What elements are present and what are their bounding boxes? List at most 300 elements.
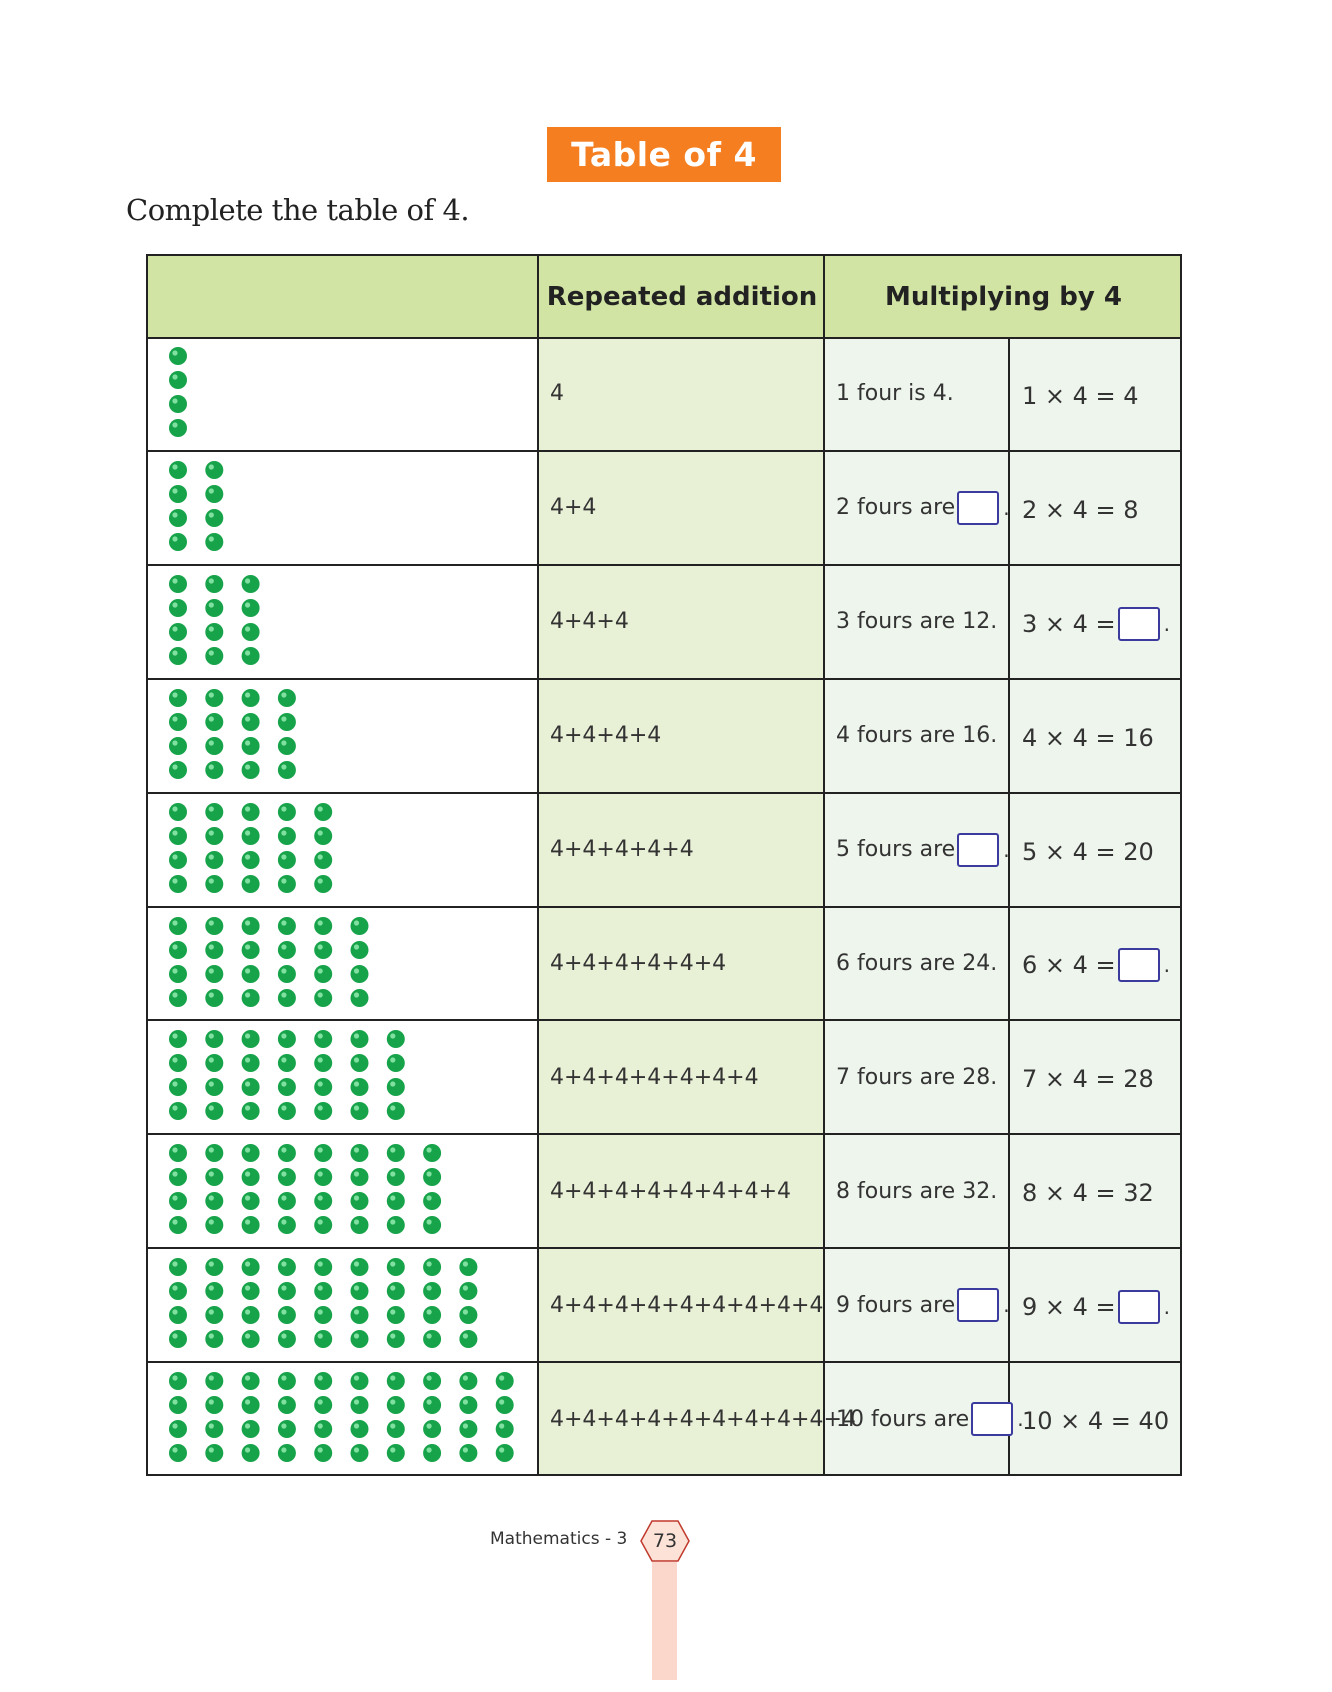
- counter-dot: [459, 1282, 477, 1300]
- period: .: [1163, 953, 1171, 978]
- counter-dot-highlight: [209, 1034, 214, 1039]
- counter-dot-highlight: [318, 920, 323, 925]
- counter-dot: [351, 965, 369, 983]
- counter-dot-highlight: [354, 1399, 359, 1404]
- counter-dots-group: [148, 451, 537, 565]
- counter-dot: [242, 1144, 260, 1162]
- counter-dot: [169, 509, 187, 527]
- counter-dot: [169, 623, 187, 641]
- counter-dot: [242, 623, 260, 641]
- counter-dot: [314, 1102, 332, 1120]
- counter-dots-group: [148, 1134, 537, 1248]
- counter-dot: [242, 1282, 260, 1300]
- counter-dot-highlight: [354, 1196, 359, 1201]
- counter-dot: [278, 941, 296, 959]
- counter-dot: [242, 917, 260, 935]
- counter-dot: [351, 1258, 369, 1276]
- fours-statement-cell: [836, 451, 1010, 565]
- counter-dot-highlight: [427, 1399, 432, 1404]
- counter-dot-highlight: [209, 1148, 214, 1153]
- counter-dot: [242, 827, 260, 845]
- counter-dot: [278, 1054, 296, 1072]
- counter-dot-highlight: [354, 944, 359, 949]
- multiplication-equation-cell: [1022, 1250, 1170, 1364]
- counter-dot: [387, 1258, 405, 1276]
- counter-dot: [351, 1168, 369, 1186]
- counter-dot-highlight: [390, 1082, 395, 1087]
- counter-dot: [205, 599, 223, 617]
- counter-dot: [169, 347, 187, 365]
- counter-dot-highlight: [172, 740, 177, 745]
- counter-dot: [496, 1420, 514, 1438]
- counter-dot-highlight: [172, 968, 177, 973]
- counter-dot-highlight: [209, 512, 214, 517]
- counter-dot: [205, 827, 223, 845]
- counter-dot: [169, 575, 187, 593]
- counter-dot-highlight: [390, 1058, 395, 1063]
- counter-dot: [314, 1396, 332, 1414]
- counter-dot-highlight: [318, 854, 323, 859]
- counter-dot: [242, 1078, 260, 1096]
- counter-dot: [351, 1306, 369, 1324]
- counter-dot: [205, 1444, 223, 1462]
- repeated-addition-cell: 4+4+4+4+4+4+4+4+4+4: [550, 1406, 856, 1432]
- counter-dot: [387, 1102, 405, 1120]
- counter-dot: [205, 1102, 223, 1120]
- counter-dot: [459, 1420, 477, 1438]
- counter-dot-highlight: [245, 1447, 250, 1452]
- counter-dots-group: [148, 1248, 537, 1362]
- counter-dot: [169, 941, 187, 959]
- counter-dot: [314, 917, 332, 935]
- counter-dot-highlight: [245, 1334, 250, 1339]
- counter-dot-highlight: [281, 716, 286, 721]
- counter-dot: [314, 1444, 332, 1462]
- counter-dot-highlight: [172, 398, 177, 403]
- counter-dot-highlight: [354, 1334, 359, 1339]
- counter-dot-highlight: [354, 968, 359, 973]
- counter-dot: [169, 461, 187, 479]
- counter-dot: [314, 1216, 332, 1234]
- counter-dot-highlight: [245, 854, 250, 859]
- counter-dot: [314, 1282, 332, 1300]
- counter-dot-highlight: [209, 1196, 214, 1201]
- counter-dot: [351, 941, 369, 959]
- counter-dot: [169, 485, 187, 503]
- counter-dot: [242, 1444, 260, 1462]
- counter-dot-highlight: [209, 1058, 214, 1063]
- counter-dot-highlight: [209, 992, 214, 997]
- counter-dot-highlight: [172, 488, 177, 493]
- counter-dot: [205, 689, 223, 707]
- counter-dot-highlight: [318, 1172, 323, 1177]
- counter-dot: [278, 1306, 296, 1324]
- counter-dot-highlight: [318, 806, 323, 811]
- period: .: [1163, 611, 1171, 636]
- counter-dot-highlight: [172, 602, 177, 607]
- counter-dot-highlight: [172, 1310, 177, 1315]
- counter-dot: [351, 1216, 369, 1234]
- counter-dot: [205, 1372, 223, 1390]
- counter-dot-highlight: [209, 578, 214, 583]
- counter-dot-highlight: [172, 1220, 177, 1225]
- counter-dot: [278, 1282, 296, 1300]
- counter-dot-highlight: [354, 1310, 359, 1315]
- counter-dot: [242, 761, 260, 779]
- counter-dot: [387, 1144, 405, 1162]
- counter-dot-highlight: [281, 806, 286, 811]
- counter-dot: [242, 1054, 260, 1072]
- counter-dot: [423, 1306, 441, 1324]
- counter-dot-highlight: [390, 1220, 395, 1225]
- counter-dot: [169, 989, 187, 1007]
- counter-dot: [169, 1054, 187, 1072]
- counter-dot-highlight: [172, 854, 177, 859]
- counter-dot: [242, 1168, 260, 1186]
- counter-dot-highlight: [172, 716, 177, 721]
- fours-statement-cell: [836, 1248, 1010, 1362]
- counter-dot: [278, 803, 296, 821]
- counter-dot-highlight: [318, 1286, 323, 1291]
- counter-dot-highlight: [172, 536, 177, 541]
- counter-dot: [205, 647, 223, 665]
- counter-dot: [205, 941, 223, 959]
- counter-dot: [278, 1330, 296, 1348]
- counter-dot-highlight: [172, 350, 177, 355]
- counter-dot-highlight: [281, 1058, 286, 1063]
- counter-dot-highlight: [281, 1172, 286, 1177]
- counter-dot: [169, 761, 187, 779]
- counter-dot: [205, 1168, 223, 1186]
- counter-dot-highlight: [390, 1399, 395, 1404]
- counter-dot-highlight: [463, 1375, 468, 1380]
- counter-dot: [314, 1258, 332, 1276]
- counter-dot: [278, 827, 296, 845]
- counter-dot: [205, 1330, 223, 1348]
- equation-text: 3 × 4 =: [1022, 609, 1116, 638]
- counter-dot: [205, 1030, 223, 1048]
- counter-dot: [314, 1306, 332, 1324]
- counter-dot: [205, 917, 223, 935]
- counter-dot-highlight: [427, 1334, 432, 1339]
- page-title: Table of 4: [547, 127, 781, 182]
- counter-dot: [387, 1420, 405, 1438]
- counter-dot-highlight: [427, 1423, 432, 1428]
- counter-dot: [387, 1282, 405, 1300]
- counter-dot: [169, 1192, 187, 1210]
- counter-dot-highlight: [354, 1172, 359, 1177]
- counter-dot: [205, 533, 223, 551]
- counter-dot: [242, 1306, 260, 1324]
- fours-statement-text: 5 fours are: [836, 837, 956, 863]
- counter-dot-highlight: [427, 1148, 432, 1153]
- counter-dot-highlight: [463, 1310, 468, 1315]
- counter-dot: [423, 1144, 441, 1162]
- counter-dot: [278, 1372, 296, 1390]
- counter-dot: [314, 1420, 332, 1438]
- answer-box[interactable]: [971, 1402, 1013, 1436]
- counter-dot: [314, 1372, 332, 1390]
- counter-dot: [387, 1192, 405, 1210]
- fours-statement-text: 9 fours are: [836, 1292, 956, 1318]
- counter-dot-highlight: [209, 854, 214, 859]
- counter-dot-highlight: [318, 1262, 323, 1267]
- counter-dot: [169, 1444, 187, 1462]
- counter-dot-highlight: [281, 740, 286, 745]
- counter-dot: [242, 803, 260, 821]
- counter-dot-highlight: [281, 1148, 286, 1153]
- counter-dot: [423, 1192, 441, 1210]
- counter-dot: [351, 1102, 369, 1120]
- counter-dot: [278, 1144, 296, 1162]
- counter-dot: [169, 1282, 187, 1300]
- counter-dot-highlight: [318, 968, 323, 973]
- counter-dot-highlight: [318, 992, 323, 997]
- repeated-addition-cell: 4+4+4+4+4+4: [550, 950, 727, 976]
- counter-dot: [351, 989, 369, 1007]
- counter-dot-highlight: [172, 1447, 177, 1452]
- counter-dot: [496, 1444, 514, 1462]
- counter-dot: [459, 1258, 477, 1276]
- counter-dot: [242, 941, 260, 959]
- counter-dot-highlight: [245, 830, 250, 835]
- counter-dot: [169, 1168, 187, 1186]
- counter-dot: [278, 851, 296, 869]
- counter-dot-highlight: [427, 1220, 432, 1225]
- counter-dot: [205, 1216, 223, 1234]
- counter-dot: [242, 1192, 260, 1210]
- counter-dot-highlight: [172, 1034, 177, 1039]
- counter-dot: [387, 1054, 405, 1072]
- counter-dot-highlight: [390, 1034, 395, 1039]
- counter-dot: [387, 1396, 405, 1414]
- counter-dot: [351, 1420, 369, 1438]
- counter-dot-highlight: [463, 1447, 468, 1452]
- counter-dot: [351, 1192, 369, 1210]
- counter-dot-highlight: [427, 1196, 432, 1201]
- counter-dot: [496, 1396, 514, 1414]
- counter-dot-highlight: [209, 488, 214, 493]
- counter-dot-highlight: [209, 1399, 214, 1404]
- counter-dot-highlight: [209, 920, 214, 925]
- counter-dot: [169, 1330, 187, 1348]
- counter-dot: [169, 1372, 187, 1390]
- counter-dot: [205, 989, 223, 1007]
- counter-dot-highlight: [354, 1058, 359, 1063]
- counter-dot-highlight: [245, 1034, 250, 1039]
- counter-dot-highlight: [209, 830, 214, 835]
- counter-dot-highlight: [390, 1172, 395, 1177]
- answer-box[interactable]: [1118, 1290, 1160, 1324]
- counter-dot-highlight: [209, 602, 214, 607]
- counter-dot-highlight: [318, 1082, 323, 1087]
- counter-dot: [169, 965, 187, 983]
- counter-dot-highlight: [172, 1082, 177, 1087]
- header-repeated-addition: Repeated addition: [546, 281, 818, 312]
- counter-dot-highlight: [499, 1375, 504, 1380]
- counter-dot: [278, 1258, 296, 1276]
- counter-dot: [169, 533, 187, 551]
- counter-dot: [169, 599, 187, 617]
- counter-dot: [169, 713, 187, 731]
- counter-dot-highlight: [209, 1375, 214, 1380]
- counter-dot: [278, 761, 296, 779]
- repeated-addition-cell: 4: [550, 381, 564, 407]
- counter-dot: [278, 875, 296, 893]
- fours-statement-cell: 8 fours are 32.: [836, 1178, 998, 1204]
- counter-dot-highlight: [209, 740, 214, 745]
- counter-dot-highlight: [281, 830, 286, 835]
- fours-statement-cell: 6 fours are 24.: [836, 950, 998, 976]
- counter-dot: [387, 1078, 405, 1096]
- counter-dot: [242, 875, 260, 893]
- page-tab-strip: [652, 1562, 677, 1680]
- counter-dot-highlight: [245, 1172, 250, 1177]
- counter-dot: [242, 575, 260, 593]
- counter-dot: [169, 737, 187, 755]
- counter-dot: [205, 803, 223, 821]
- counter-dot-highlight: [245, 764, 250, 769]
- counter-dot-highlight: [281, 854, 286, 859]
- counter-dot-highlight: [172, 830, 177, 835]
- counter-dots-group: [148, 679, 537, 793]
- counter-dot-highlight: [209, 650, 214, 655]
- period: .: [1003, 495, 1010, 520]
- multiplication-equation-cell: 2 × 4 = 8: [1022, 495, 1139, 524]
- fours-statement-cell: 7 fours are 28.: [836, 1064, 998, 1090]
- counter-dot-highlight: [209, 692, 214, 697]
- counter-dot-highlight: [172, 764, 177, 769]
- counter-dot-highlight: [318, 1220, 323, 1225]
- counter-dot: [314, 989, 332, 1007]
- counter-dot-highlight: [427, 1310, 432, 1315]
- counter-dot-highlight: [318, 1106, 323, 1111]
- counter-dot: [205, 965, 223, 983]
- multiplication-equation-cell: 5 × 4 = 20: [1022, 837, 1154, 866]
- equation-text: 9 × 4 =: [1022, 1293, 1116, 1322]
- counter-dot-highlight: [172, 1334, 177, 1339]
- counter-dot: [205, 851, 223, 869]
- counter-dot: [169, 917, 187, 935]
- counter-dot: [205, 623, 223, 641]
- fours-statement-cell: 3 fours are 12.: [836, 609, 998, 635]
- counter-dot-highlight: [281, 1334, 286, 1339]
- counter-dot: [314, 941, 332, 959]
- counter-dot-highlight: [245, 1262, 250, 1267]
- counter-dot: [496, 1372, 514, 1390]
- counter-dot-highlight: [245, 578, 250, 583]
- counter-dot: [423, 1168, 441, 1186]
- answer-box[interactable]: [957, 1288, 999, 1322]
- counter-dot: [459, 1444, 477, 1462]
- counter-dot-highlight: [245, 1375, 250, 1380]
- counter-dot: [459, 1330, 477, 1348]
- counter-dot-highlight: [390, 1286, 395, 1291]
- counter-dot: [169, 1216, 187, 1234]
- counter-dot-highlight: [245, 806, 250, 811]
- counter-dot: [423, 1444, 441, 1462]
- counter-dot: [423, 1282, 441, 1300]
- counter-dot: [242, 599, 260, 617]
- counter-dot-highlight: [245, 650, 250, 655]
- counter-dot-highlight: [390, 1148, 395, 1153]
- counter-dot-highlight: [209, 464, 214, 469]
- counter-dot-highlight: [318, 1148, 323, 1153]
- counter-dot-highlight: [245, 1310, 250, 1315]
- repeated-addition-cell: 4+4+4+4+4+4+4+4: [550, 1178, 792, 1204]
- column-divider: [537, 256, 539, 1476]
- answer-box[interactable]: [1118, 607, 1160, 641]
- counter-dot: [242, 713, 260, 731]
- counter-dot: [314, 1030, 332, 1048]
- counter-dot-highlight: [354, 1106, 359, 1111]
- counter-dot: [242, 1030, 260, 1048]
- counter-dot: [169, 1078, 187, 1096]
- counter-dot: [169, 395, 187, 413]
- counter-dot: [242, 1102, 260, 1120]
- counter-dot-highlight: [172, 512, 177, 517]
- counter-dot-highlight: [281, 944, 286, 949]
- counter-dot: [205, 713, 223, 731]
- counter-dot: [314, 1078, 332, 1096]
- counter-dot: [169, 371, 187, 389]
- counter-dot: [205, 1306, 223, 1324]
- counter-dot-highlight: [354, 1220, 359, 1225]
- counter-dot-highlight: [463, 1399, 468, 1404]
- counter-dot: [278, 917, 296, 935]
- answer-box[interactable]: [957, 491, 999, 525]
- counter-dot-highlight: [245, 1082, 250, 1087]
- counter-dot: [205, 1282, 223, 1300]
- counter-dot: [169, 875, 187, 893]
- counter-dot: [278, 737, 296, 755]
- counter-dot: [314, 803, 332, 821]
- answer-box[interactable]: [1118, 948, 1160, 982]
- counter-dot-highlight: [463, 1334, 468, 1339]
- counter-dot-highlight: [281, 920, 286, 925]
- counter-dot: [242, 1330, 260, 1348]
- answer-box[interactable]: [957, 833, 999, 867]
- counter-dot-highlight: [172, 920, 177, 925]
- counter-dot-highlight: [209, 1082, 214, 1087]
- counter-dot: [242, 1396, 260, 1414]
- counter-dot-highlight: [354, 992, 359, 997]
- counter-dot: [205, 1420, 223, 1438]
- counter-dot-highlight: [245, 740, 250, 745]
- counter-dot: [351, 1444, 369, 1462]
- counter-dot-highlight: [354, 1286, 359, 1291]
- counter-dot-highlight: [245, 1423, 250, 1428]
- counter-dots-group: [148, 907, 537, 1021]
- counter-dot: [314, 965, 332, 983]
- counter-dot-highlight: [209, 1447, 214, 1452]
- counter-dot: [278, 1420, 296, 1438]
- counter-dot: [351, 1396, 369, 1414]
- repeated-addition-cell: 4+4+4+4+4+4+4: [550, 1064, 759, 1090]
- counter-dot: [387, 1168, 405, 1186]
- counter-dot: [351, 1030, 369, 1048]
- counter-dot: [205, 575, 223, 593]
- counter-dot-highlight: [281, 1196, 286, 1201]
- counter-dot-highlight: [172, 626, 177, 631]
- repeated-addition-cell: 4+4+4: [550, 609, 629, 635]
- counter-dot-highlight: [172, 464, 177, 469]
- counter-dot: [242, 737, 260, 755]
- counter-dot: [387, 1216, 405, 1234]
- counter-dot-highlight: [390, 1262, 395, 1267]
- page-number: 73: [652, 1530, 678, 1552]
- counter-dot: [314, 1144, 332, 1162]
